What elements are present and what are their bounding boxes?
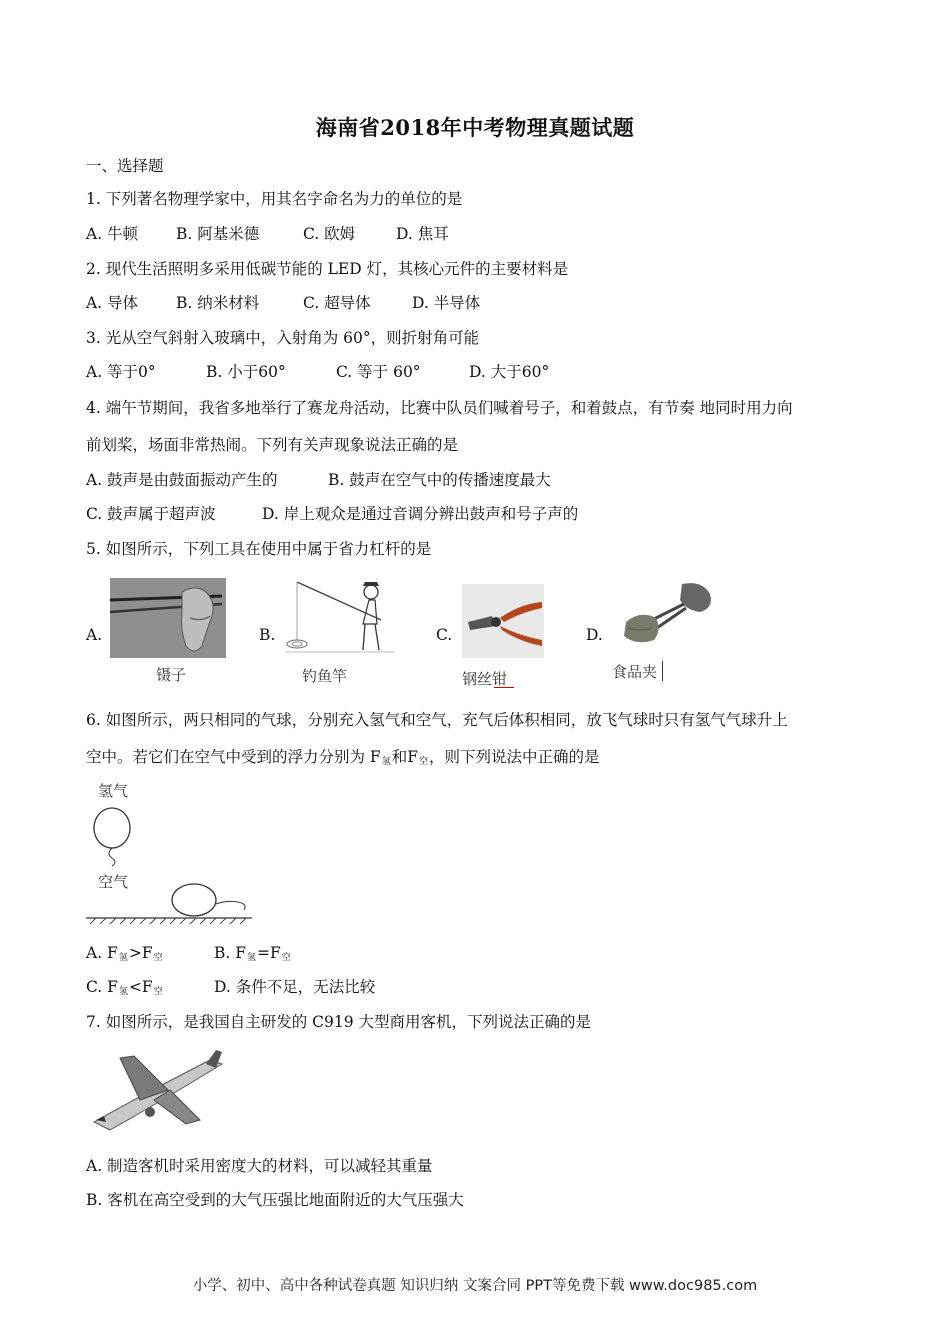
q4-option-a: A. 鼓声是由鼓面振动产生的 [86, 471, 278, 489]
q1-option-b: B. 阿基米德 [176, 225, 260, 243]
q2-option-a: A. 导体 [86, 294, 139, 312]
q5-caption-d: 食品夹 [612, 663, 658, 681]
q5-stem: 5. 如图所示，下列工具在使用中属于省力杠杆的是 [86, 540, 432, 558]
q2-option-c: C. 超导体 [303, 294, 371, 312]
q6-stem-line2: 空中。若它们在空气中受到的浮力分别为 $F_氢$和$F_空$，则下列说法中正确的是 [86, 748, 600, 767]
label-hydrogen: 氢气 [98, 782, 129, 800]
q4-stem-line1: 4. 端午节期间，我省多地举行了赛龙舟活动，比赛中队员们喊着号子，和着鼓点，有节奏 地同时用力向 [86, 399, 793, 417]
airplane-illustration [90, 1050, 228, 1132]
label-air: 空气 [98, 873, 129, 891]
q7-option-b: B. 客机在高空受到的大气压强比地面附近的大气压强大 [86, 1191, 464, 1209]
q4-option-c: C. 鼓声属于超声波 [86, 505, 216, 523]
q5-option-b: B. [259, 626, 276, 644]
q5-caption-c: 钢丝钳 [462, 670, 508, 688]
text-cursor [662, 661, 663, 681]
q2-option-d: D. 半导体 [412, 294, 481, 312]
q4-stem-line2: 前划桨，场面非常热闹。下列有关声现象说法正确的是 [86, 436, 459, 454]
q6-stem-line1: 6. 如图所示，两只相同的气球，分别充入氢气和空气，充气后体积相同，放飞气球时只有氢气气球升上 [86, 711, 788, 729]
q5-option-c: C. [436, 626, 453, 644]
q3-option-b: B. 小于60° [206, 363, 286, 381]
q4-option-b: B. 鼓声在空气中的传播速度最大 [328, 471, 551, 489]
q7-option-a: A. 制造客机时采用密度大的材料，可以减轻其重量 [86, 1157, 433, 1175]
food-tongs-illustration [620, 578, 712, 650]
q1-option-d: D. 焦耳 [396, 225, 449, 243]
q3-option-a: A. 等于0° [86, 363, 156, 381]
q4-option-d: D. 岸上观众是通过音调分辨出鼓声和号子声的 [262, 505, 579, 523]
tweezers-illustration [110, 578, 226, 658]
q2-stem: 2. 现代生活照明多采用低碳节能的 LED 灯，其核心元件的主要材料是 [86, 260, 569, 278]
q5-option-a: A. [86, 626, 103, 644]
page-footer: 小学、初中、高中各种试卷真题 知识归纳 文案合同 PPT等免费下载 www.doc985.com [192, 1278, 758, 1294]
q6-option-a: A. $F_氢>F_空$ [86, 944, 163, 963]
q6-option-c: C. $F_氢<F_空$ [86, 978, 163, 997]
q3-option-c: C. 等于 60° [336, 363, 421, 381]
q5-option-d: D. [586, 626, 603, 644]
pliers-illustration [462, 584, 544, 658]
q6-option-d: D. 条件不足，无法比较 [214, 978, 376, 996]
q1-option-a: A. 牛顿 [86, 225, 139, 243]
q6-option-b: B. $F_氢=F_空$ [214, 944, 291, 963]
q7-stem: 7. 如图所示，是我国自主研发的 C919 大型商用客机，下列说法正确的是 [86, 1013, 592, 1031]
q3-stem: 3. 光从空气斜射入玻璃中，入射角为 60°，则折射角可能 [86, 329, 480, 347]
q5-caption-b: 钓鱼竿 [302, 667, 348, 685]
q5-caption-a: 镊子 [156, 666, 187, 684]
q3-option-d: D. 大于60° [469, 363, 550, 381]
q1-option-c: C. 欧姆 [303, 225, 356, 243]
fishing-rod-illustration [285, 578, 395, 660]
spellcheck-underline [494, 687, 514, 688]
page-title: 海南省2018年中考物理真题试题 [315, 115, 635, 140]
q2-option-b: B. 纳米材料 [176, 294, 260, 312]
q1-stem: 1. 下列著名物理学家中，用其名字命名为力的单位的是 [86, 190, 463, 208]
section-heading: 一、选择题 [86, 157, 164, 175]
